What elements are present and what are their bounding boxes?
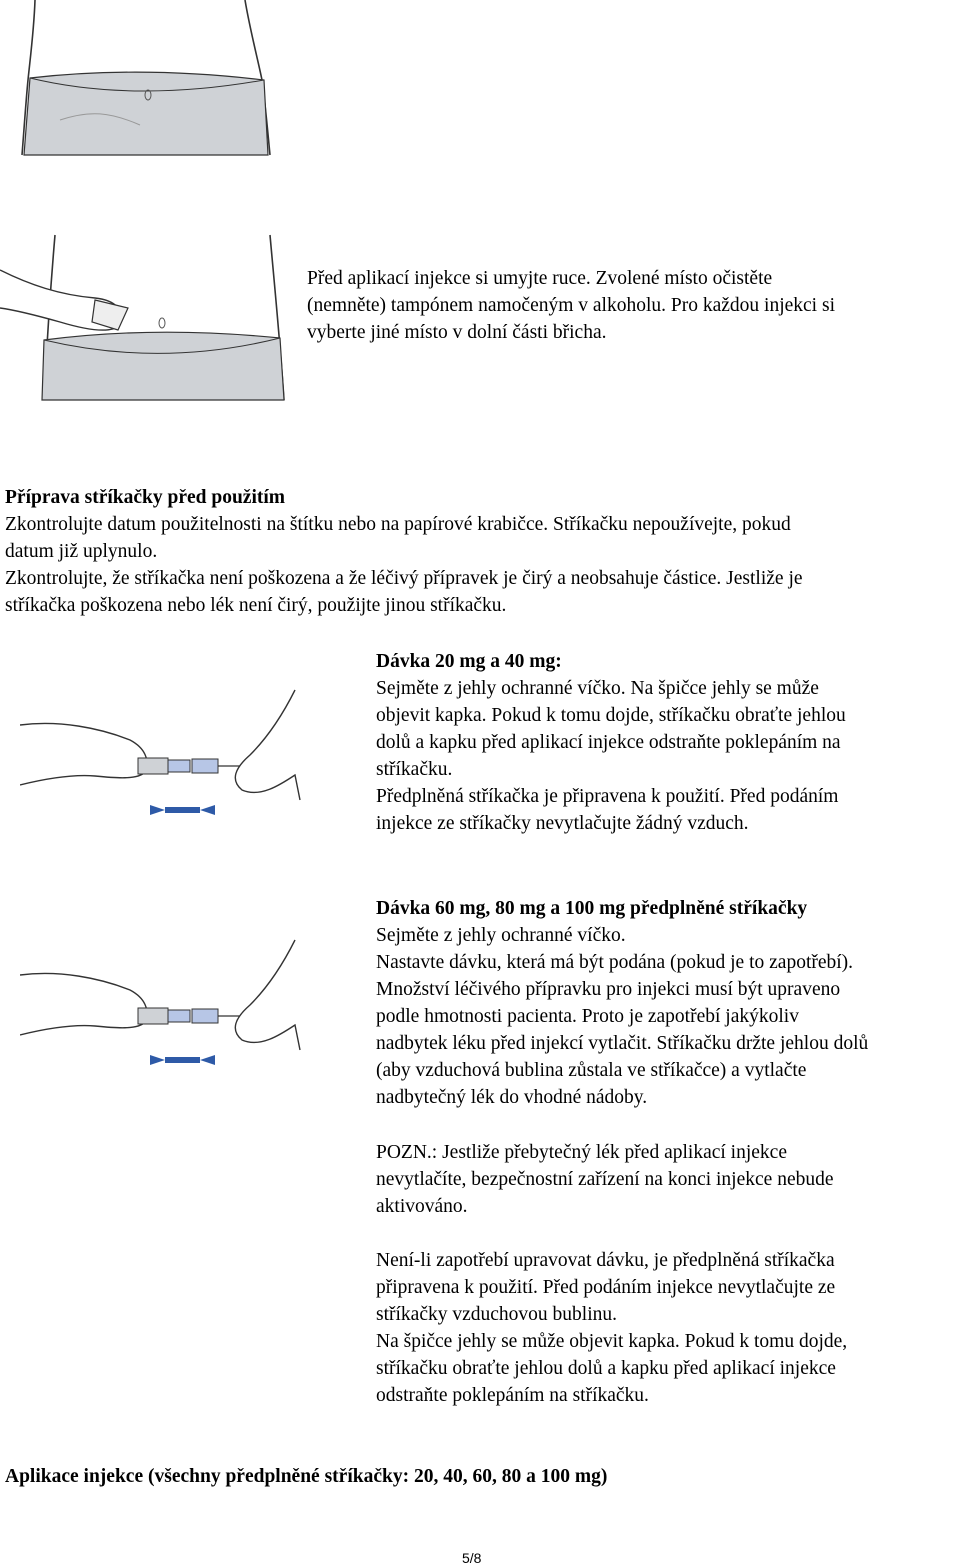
prep-heading: Příprava stříkačky před použitím <box>5 487 286 508</box>
dose-low-line-4: stříkačku. <box>376 759 453 780</box>
dose-low-line-2: objevit kapka. Pokud k tomu dojde, stříkačku obraťte jehlou <box>376 705 846 726</box>
dose-low-line-6: injekce ze stříkačky nevytlačujte žádný vzduch. <box>376 813 749 834</box>
prep-line-2: datum již uplynulo. <box>5 541 158 562</box>
dose-high-line-7: nadbytečný lék do vhodné nádoby. <box>376 1087 648 1108</box>
dose-low-heading: Dávka 20 mg a 40 mg: <box>376 651 562 672</box>
dose-high-line-2: Nastavte dávku, která má být podána (pokud je to zapotřebí). <box>376 952 854 973</box>
dose-low-line-3: dolů a kapku před aplikací injekce odstraňte poklepáním na <box>376 732 841 753</box>
prep-line-4: stříkačka poškozena nebo lék není čirý, použijte jinou stříkačku. <box>5 595 507 616</box>
dose-low-section <box>376 648 956 837</box>
ready-line-1: Není-li zapotřebí upravovat dávku, je předplněná stříkačka <box>376 1250 835 1271</box>
ready-line-4: Na špičce jehly se může objevit kapka. Pokud k tomu dojde, <box>376 1331 848 1352</box>
dose-high-ready <box>376 1247 956 1409</box>
dose-high-note <box>376 1139 956 1220</box>
application-heading: Aplikace injekce (všechny předplněné stříkačky: 20, 40, 60, 80 a 100 mg) <box>5 1466 608 1487</box>
prep-line-1: Zkontrolujte datum použitelnosti na štítku nebo na papírové krabičce. Stříkačku nepoužívejte, pokud <box>5 514 791 535</box>
dose-high-line-6: (aby vzduchová bublina zůstala ve stříkačce) a vytlačte <box>376 1060 807 1081</box>
step-clean-line-3: vyberte jiné místo v dolní části břicha. <box>307 322 607 343</box>
remove-cap-large-illustration <box>20 930 320 1080</box>
ready-line-3: stříkačky vzduchovou bublinu. <box>376 1304 617 1325</box>
prep-section <box>5 484 955 619</box>
dose-low-line-5: Předplněná stříkačka je připravena k použití. Před podáním <box>376 786 839 807</box>
dose-low-line-1: Sejměte z jehly ochranné víčko. Na špičce jehly se může <box>376 678 819 699</box>
ready-line-5: stříkačku obraťte jehlou dolů a kapku před aplikací injekce <box>376 1358 836 1379</box>
ready-line-6: odstraňte poklepáním na stříkačku. <box>376 1385 649 1406</box>
cleaning-site-illustration <box>0 230 290 405</box>
note-line-3: aktivováno. <box>376 1196 468 1217</box>
remove-cap-illustration <box>20 680 320 830</box>
note-line-1: POZN.: Jestliže přebytečný lék před aplikací injekce <box>376 1142 787 1163</box>
step-clean-text <box>307 265 947 346</box>
dose-high-section <box>376 895 960 1111</box>
step-clean-line-2: (nemněte) tampónem namočeným v alkoholu. Pro každou injekci si <box>307 295 835 316</box>
abdomen-illustration <box>0 0 280 160</box>
prep-line-3: Zkontrolujte, že stříkačka není poškozena a že léčivý přípravek je čirý a neobsahuje částice. Jestliže je <box>5 568 803 589</box>
page-number: 5/8 <box>462 1550 482 1566</box>
dose-high-line-3: Množství léčivého přípravku pro injekci musí být upraveno <box>376 979 841 1000</box>
dose-high-line-4: podle hmotnosti pacienta. Proto je zapotřebí jakýkoliv <box>376 1006 799 1027</box>
step-clean-line-1: Před aplikací injekce si umyjte ruce. Zvolené místo očistěte <box>307 268 773 289</box>
note-line-2: nevytlačíte, bezpečnostní zařízení na konci injekce nebude <box>376 1169 834 1190</box>
dose-high-line-1: Sejměte z jehly ochranné víčko. <box>376 925 626 946</box>
ready-line-2: připravena k použití. Před podáním injekce nevytlačujte ze <box>376 1277 836 1298</box>
dose-high-heading: Dávka 60 mg, 80 mg a 100 mg předplněné stříkačky <box>376 898 808 919</box>
dose-high-line-5: nadbytek léku před injekcí vytlačit. Stříkačku držte jehlou dolů <box>376 1033 869 1054</box>
